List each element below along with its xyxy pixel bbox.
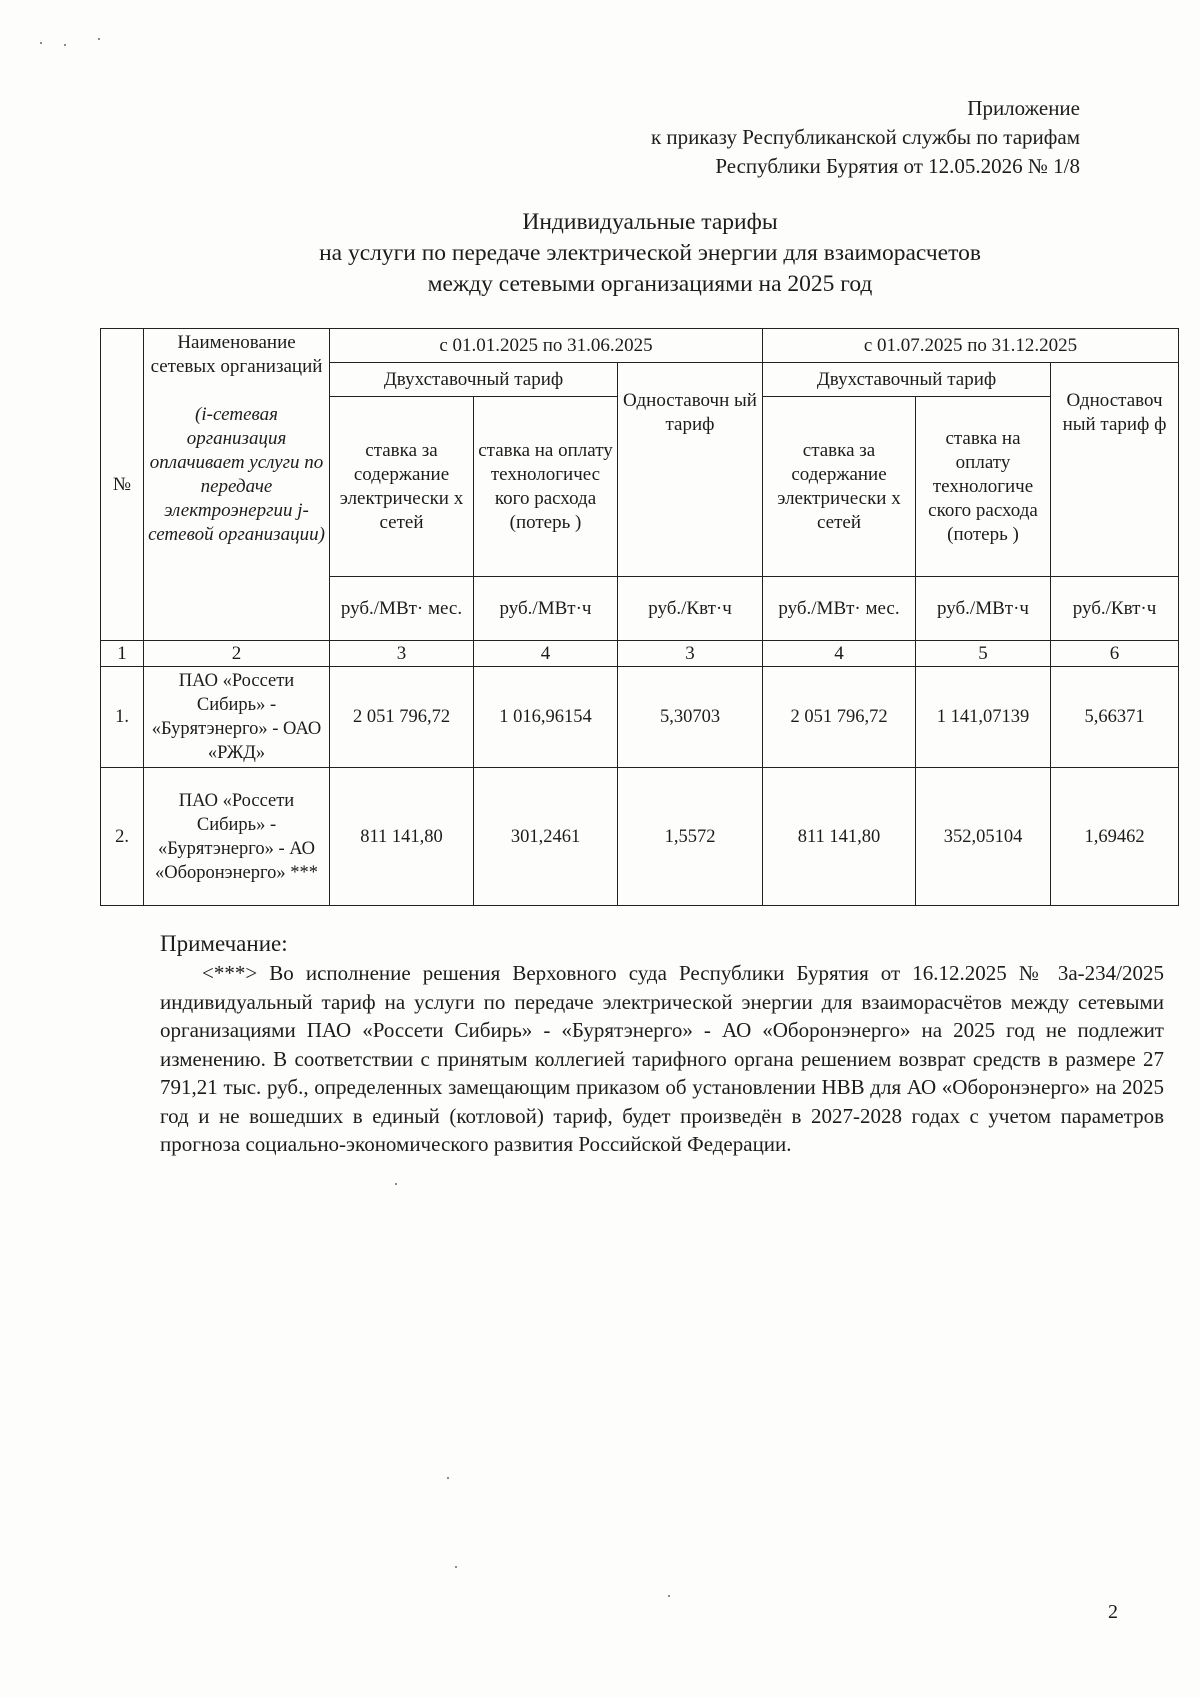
tariff-value: 1,5572 [618, 768, 763, 906]
index-cell: 4 [763, 641, 916, 667]
tariff-value: 5,66371 [1051, 667, 1179, 768]
scan-speck [64, 44, 66, 46]
column-name-header [144, 329, 330, 641]
organization-name: ПАО «Россети Сибирь» - «Бурятэнерго» - ОАО «РЖД» [144, 667, 330, 768]
note-title: Примечание: [160, 931, 288, 956]
document-title [0, 207, 1200, 300]
header-line-2: к приказу Республиканской службы по тарифам [650, 125, 1080, 149]
index-cell: 4 [474, 641, 618, 667]
scan-speck [40, 42, 42, 44]
scan-speck [455, 1566, 457, 1568]
column-index-row [101, 641, 1179, 667]
title-line-1: Индивидуальные тарифы [522, 209, 778, 235]
table-row [101, 667, 1179, 768]
unit-cell: руб./МВт·ч [916, 577, 1051, 641]
unit-cell: руб./МВт·ч [474, 577, 618, 641]
tariff-value: 1 016,96154 [474, 667, 618, 768]
row-number: 2. [101, 768, 144, 906]
tariff-value: 811 141,80 [763, 768, 916, 906]
maintenance-rate-2-header: ставка за содержание электрически х сетей [763, 397, 916, 577]
column-number-header: № [101, 329, 144, 641]
scan-speck [447, 1477, 449, 1479]
maintenance-rate-1-header: ставка за содержание электрически х сетей [330, 397, 474, 577]
tariff-value: 1 141,07139 [916, 667, 1051, 768]
unit-cell: руб./МВт· мес. [330, 577, 474, 641]
tariff-table [100, 328, 1179, 906]
page-number: 2 [1108, 1601, 1118, 1623]
row-number: 1. [101, 667, 144, 768]
two-part-tariff-1-header: Двухставочный тариф [330, 363, 618, 397]
period-2-header: с 01.07.2025 по 31.12.2025 [763, 329, 1179, 363]
index-cell: 6 [1051, 641, 1179, 667]
tariff-value: 5,30703 [618, 667, 763, 768]
unit-cell: руб./МВт· мес. [763, 577, 916, 641]
table-row [101, 768, 1179, 906]
index-cell: 1 [101, 641, 144, 667]
scan-speck [395, 1183, 397, 1185]
column-name-note: (i-сетевая организация оплачивает услуги по передаче электроэнергии j-сетевой организации) [148, 404, 325, 545]
unit-cell: руб./Квт·ч [618, 577, 763, 641]
tariff-value: 1,69462 [1051, 768, 1179, 906]
tariff-value: 301,2461 [474, 768, 618, 906]
title-line-2: на услуги по передаче электрической энергии для взаиморасчетов [319, 240, 981, 266]
loss-rate-2-header: ставка на оплату технологиче ского расхода (потерь ) [916, 397, 1051, 577]
index-cell: 2 [144, 641, 330, 667]
note-text: <***> Во исполнение решения Верховного суда Республики Бурятия от 16.12.2025 № 3а-234/2025 индивидуальный тариф на услуги по передаче электрической энергии для взаиморасчётов между сетевыми организациями ПАО «Россети Сибирь» - «Бурятэнерго» - АО «Оборонэнерго» на 2025 год не подлежит изменению. В соответствии с принятым коллегией тарифного органа решением возврат средств в размере 27 791,21 тыс. руб., определенных замещающим приказом об установлении НВВ для АО «Оборонэнерго» на 2025 год и не вошедших в единый (котловой) тариф, будет произведён в 2027-2028 годах с учетом параметров прогноза социально-экономического развития Российской Федерации. [160, 961, 1164, 1156]
index-cell: 5 [916, 641, 1051, 667]
one-part-tariff-2-header: Одноставоч ный тариф ф [1051, 363, 1179, 577]
tariff-value: 811 141,80 [330, 768, 474, 906]
loss-rate-1-header: ставка на оплату технологичес кого расхода (потерь ) [474, 397, 618, 577]
two-part-tariff-2-header: Двухставочный тариф [763, 363, 1051, 397]
header-line-3: Республики Бурятия от 12.05.2026 № 1/8 [715, 154, 1080, 178]
title-line-3: между сетевыми организациями на 2025 год [427, 271, 873, 297]
header-line-1: Приложение [967, 96, 1080, 120]
period-1-header: с 01.01.2025 по 31.06.2025 [330, 329, 763, 363]
scan-speck [668, 1595, 670, 1597]
index-cell: 3 [330, 641, 474, 667]
document-header [651, 94, 1080, 181]
tariff-value: 2 051 796,72 [330, 667, 474, 768]
tariff-value: 352,05104 [916, 768, 1051, 906]
index-cell: 3 [618, 641, 763, 667]
scan-speck [98, 38, 100, 40]
column-name-title: Наименование сетевых организаций [150, 332, 323, 377]
unit-cell: руб./Квт·ч [1051, 577, 1179, 641]
organization-name: ПАО «Россети Сибирь» - «Бурятэнерго» - АО «Оборонэнерго» *** [144, 768, 330, 906]
tariff-value: 2 051 796,72 [763, 667, 916, 768]
one-part-tariff-1-header: Одноставочн ый тариф [618, 363, 763, 577]
